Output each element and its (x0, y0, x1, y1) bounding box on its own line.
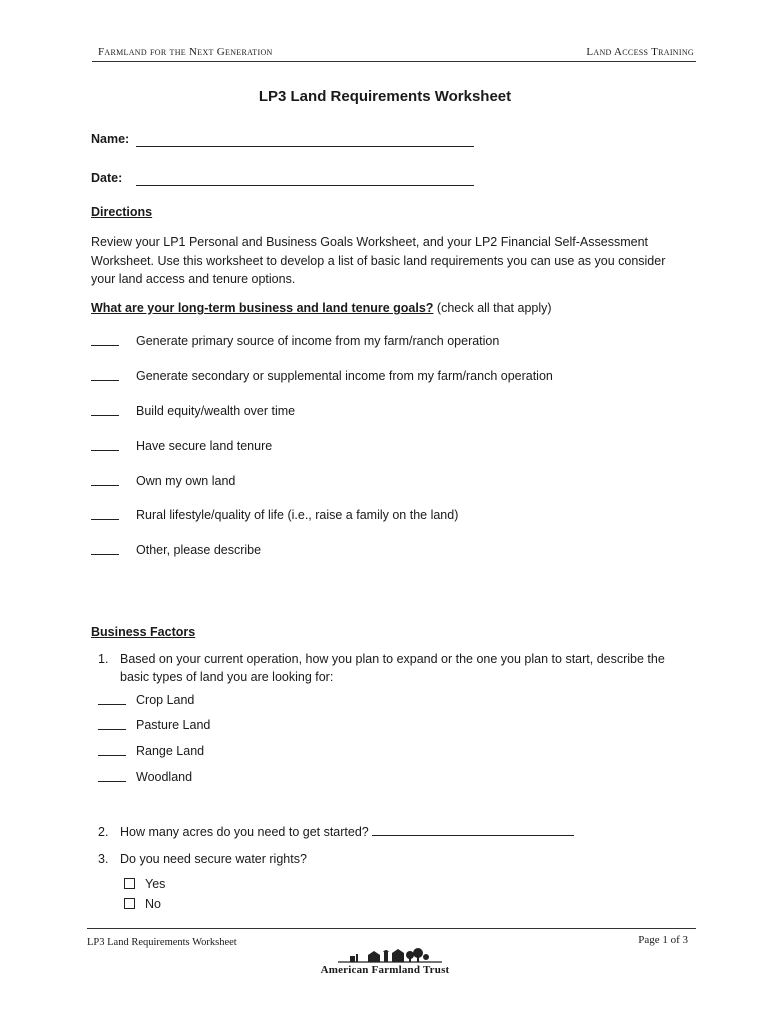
land-type-label: Pasture Land (136, 718, 211, 732)
land-type-item (98, 744, 205, 759)
land-type-label: Woodland (136, 770, 193, 784)
question-number: 1. (98, 652, 109, 666)
land-type-label: Crop Land (136, 693, 195, 707)
land-check-blank[interactable] (98, 718, 126, 730)
question-number: 2. (98, 825, 109, 839)
question-2 (98, 823, 369, 841)
goal-item (91, 543, 262, 558)
land-type-item (98, 770, 193, 785)
goal-check-blank[interactable] (91, 508, 119, 520)
footer-title: LP3 Land Requirements Worksheet (87, 937, 237, 948)
question-number: 3. (98, 852, 109, 866)
directions-heading: Directions (91, 205, 153, 219)
acres-field[interactable] (372, 824, 574, 836)
goal-check-blank[interactable] (91, 369, 119, 381)
question-1 (98, 650, 665, 684)
page-title: LP3 Land Requirements Worksheet (258, 88, 512, 105)
land-check-blank[interactable] (98, 770, 126, 782)
farm-skyline-icon (310, 943, 460, 965)
goal-item-label: Build equity/wealth over time (136, 404, 296, 418)
land-type-item (98, 718, 211, 733)
goal-item (91, 474, 236, 489)
logo-text: American Farmland Trust (320, 964, 450, 976)
page-footer (87, 928, 696, 948)
name-label: Name: (91, 132, 130, 146)
goal-item-label: Own my own land (136, 474, 236, 488)
american-farmland-trust-logo (310, 943, 460, 979)
goal-check-blank[interactable] (91, 543, 119, 555)
goal-item-label: Other, please describe (136, 543, 262, 557)
goal-check-blank[interactable] (91, 334, 119, 346)
goal-item (91, 334, 500, 349)
name-field[interactable] (136, 133, 474, 147)
question-text (120, 823, 665, 841)
header-program: Farmland for the Next Generation (98, 46, 273, 58)
yes-label: Yes (145, 877, 166, 891)
land-check-blank[interactable] (98, 744, 126, 756)
question-text: Do you need secure water rights? (120, 852, 307, 866)
directions-text: Review your LP1 Personal and Business Goals Worksheet, and your LP2 Financial Self-Assessment Worksheet. Use this worksheet to develop a list of basic land requirements you can use as you consider your land access and tenure options. (91, 235, 666, 286)
goal-item-label: Generate secondary or supplemental income from my farm/ranch operation (136, 369, 553, 383)
question-text: Based on your current operation, how you plan to expand or the one you plan to start, describe the basic types of land you are looking for: (120, 652, 665, 684)
date-field[interactable] (136, 172, 474, 186)
goal-item (91, 369, 553, 384)
page-number: Page 1 of 3 (638, 934, 688, 946)
goal-item (91, 508, 459, 523)
goal-check-blank[interactable] (91, 439, 119, 451)
date-label: Date: (91, 171, 123, 185)
goal-check-blank[interactable] (91, 474, 119, 486)
land-type-label: Range Land (136, 744, 205, 758)
goal-item (91, 404, 296, 419)
question-2-text: How many acres do you need to get started? (120, 825, 369, 839)
question-3 (98, 850, 307, 868)
goal-item-label: Generate primary source of income from my farm/ranch operation (136, 334, 500, 348)
water-rights-yes (124, 877, 166, 891)
goals-question (91, 299, 681, 318)
land-type-item (98, 693, 195, 708)
goals-note: (check all that apply) (436, 301, 552, 315)
goal-check-blank[interactable] (91, 404, 119, 416)
goal-item-label: Rural lifestyle/quality of life (i.e., raise a family on the land) (136, 508, 459, 522)
water-rights-no (124, 897, 161, 911)
page-header (92, 44, 696, 62)
goal-item (91, 439, 273, 454)
no-checkbox[interactable] (124, 898, 135, 909)
header-training: Land Access Training (586, 46, 694, 58)
business-heading: Business Factors (91, 625, 196, 639)
land-check-blank[interactable] (98, 693, 126, 705)
no-label: No (145, 897, 161, 911)
goal-item-label: Have secure land tenure (136, 439, 273, 453)
yes-checkbox[interactable] (124, 878, 135, 889)
goals-question-text: What are your long-term business and land tenure goals? (91, 301, 434, 315)
